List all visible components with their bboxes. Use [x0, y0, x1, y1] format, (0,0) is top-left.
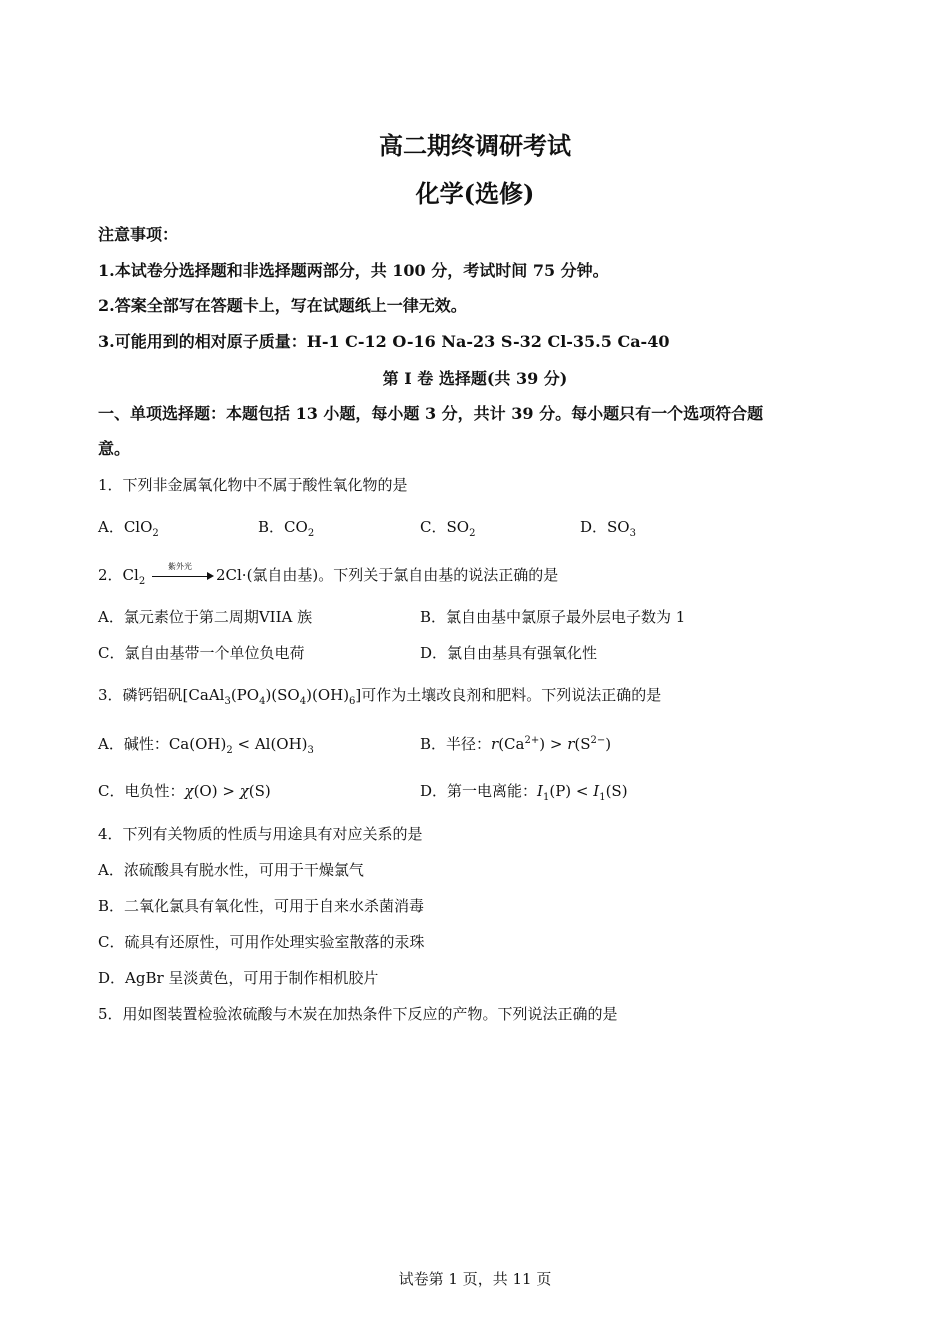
q4-option-a: A．浓硫酸具有脱水性，可用于干燥氯气	[98, 861, 364, 879]
q1-option-b: B．$CO_2$	[258, 518, 315, 539]
q3-option-a: A．碱性：$Ca(OH)_2 < Al(OH)_3$	[98, 735, 314, 756]
q1-option-c: C．$SO_2$	[420, 518, 476, 539]
question-3-stem: 3．磷钙铝矾$[CaAl_3(PO_4)(SO_4)(OH)_6]$可作为土壤改良剂和肥料。下列说法正确的是	[98, 686, 662, 707]
q3-option-b: B．半径：$r(Ca^{2+}) > r(S^{2-})$	[420, 735, 612, 753]
q4-option-c: C．硫具有还原性，可用作处理实验室散落的汞珠	[98, 933, 425, 951]
q2-option-a: A．氯元素位于第二周期VIIA 族	[98, 608, 313, 626]
page-footer: 试卷第 1 页，共 11 页	[398, 1270, 552, 1288]
question-5-stem: 5．用如图装置检验浓硫酸与木炭在加热条件下反应的产物。下列说法正确的是	[98, 1005, 618, 1023]
q4-option-d: D．AgBr 呈淡黄色，可用于制作相机胶片	[98, 969, 379, 987]
notice-item: 2.答案全部写在答题卡上，写在试题纸上一律无效。	[98, 296, 467, 315]
q2-option-b: B．氯自由基中氯原子最外层电子数为 1	[420, 608, 686, 626]
section-instruction: 一、单项选择题：本题包括 13 小题，每小题 3 分，共计 39 分。每小题只有一个选项符合题	[98, 404, 764, 423]
exam-title: 高二期终调研考试	[379, 131, 571, 160]
notice-item: 1.本试卷分选择题和非选择题两部分，共 100 分，考试时间 75 分钟。	[98, 261, 609, 280]
question-2-stem: 2．$Cl_2$ 紫外光 2Cl·(氯自由基)。下列关于氯自由基的说法正确的是	[98, 562, 559, 587]
q4-option-b: B．二氧化氯具有氧化性，可用于自来水杀菌消毒	[98, 897, 425, 915]
question-4-stem: 4．下列有关物质的性质与用途具有对应关系的是	[98, 825, 423, 843]
q3-option-d: D．第一电离能：$I_1(P) < I_1(S)$	[420, 782, 628, 803]
reaction-arrow-icon: 紫外光	[152, 571, 214, 581]
exam-subtitle: 化学(选修)	[415, 179, 535, 208]
q1-option-d: D．$SO_3$	[580, 518, 636, 539]
notice-heading: 注意事项：	[98, 225, 179, 244]
question-1-stem: 1．下列非金属氧化物中不属于酸性氧化物的是	[98, 476, 408, 494]
section-title: 第 I 卷 选择题(共 39 分)	[382, 369, 568, 388]
q2-option-d: D．氯自由基具有强氧化性	[420, 644, 598, 662]
q1-option-a: A．ClO$_2$	[98, 518, 159, 539]
q2-option-c: C．氯自由基带一个单位负电荷	[98, 644, 305, 662]
notice-item: 3.可能用到的相对原子质量：H-1 C-12 O-16 Na-23 S-32 Cl-35.5 Ca-40	[98, 332, 670, 351]
section-instruction-cont: 意。	[98, 439, 131, 458]
q3-option-c: C．电负性：χ(O) > χ(S)	[98, 782, 271, 800]
